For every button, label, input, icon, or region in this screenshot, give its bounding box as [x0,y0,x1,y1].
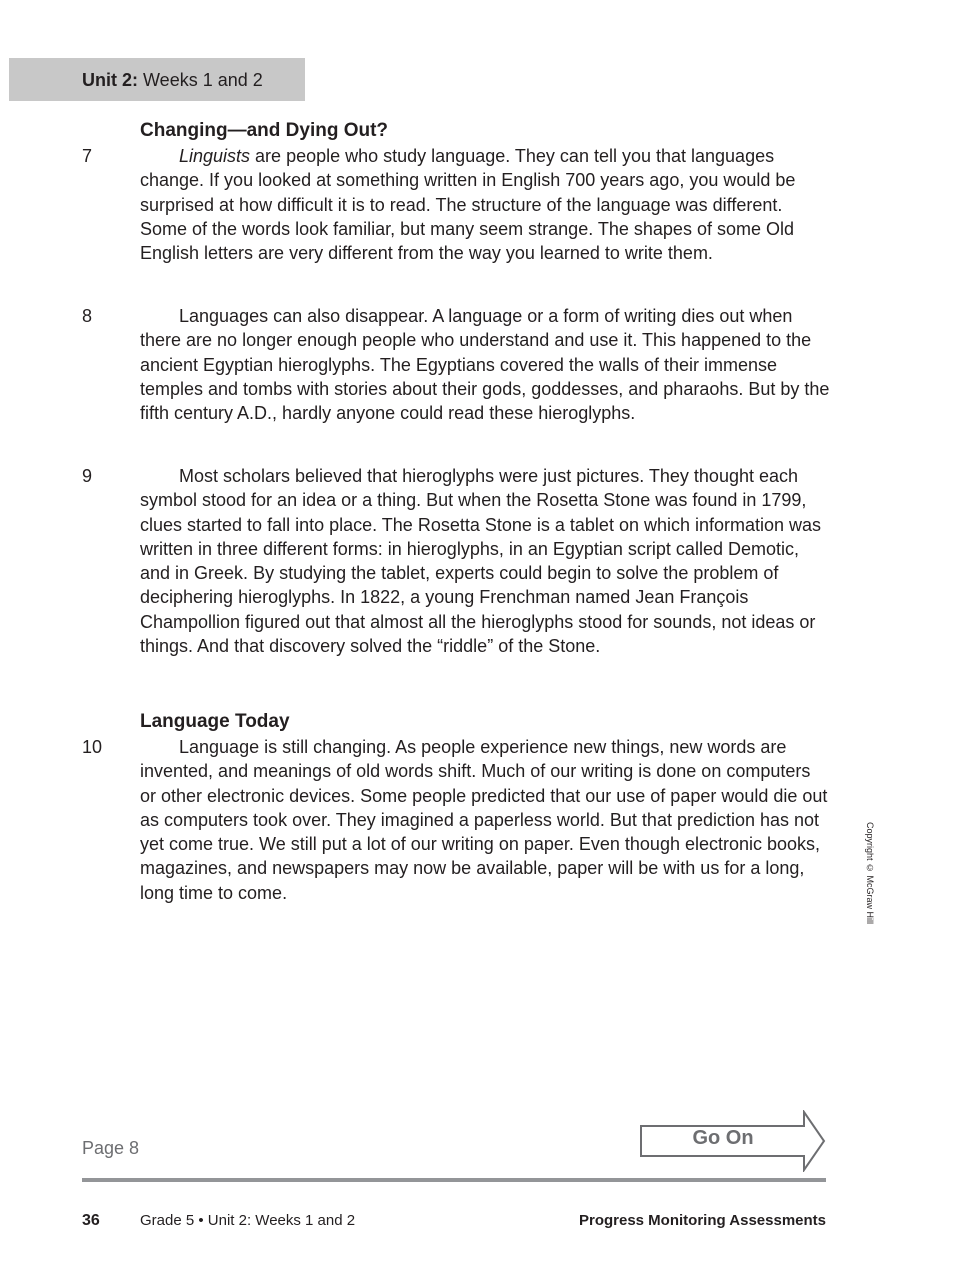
go-on-label: Go On [692,1127,754,1149]
footer-title: Progress Monitoring Assessments [578,1212,826,1229]
paragraph-number: 10 [82,737,103,757]
unit-weeks: Weeks 1 and 2 [143,70,263,90]
copyright-notice: Copyright © McGraw Hill [865,822,875,925]
paragraph-number: 8 [82,306,93,326]
paragraph-9: Most scholars believed that hieroglyphs were just pictures. They thought each symbol stood for an idea or a thing. But when the Rosetta Stone was found in 1799, clues started to fall into place. The Rosetta Stone is a tablet on which information was written in three different forms: in hieroglyphs, in an Egyptian script called Demotic, and in Greek. By studying the tablet, experts could begin to solve the problem of deciphering hieroglyphs. In 1822, a young Frenchman named Jean François Champollion figured out that almost all the hieroglyphs stood for sounds, not ideas or things. And that discovery solved the “riddle” of the Stone. [140,466,822,657]
footer-divider [82,1178,826,1182]
italic-term-linguists: Linguists [179,146,251,166]
section-heading-changing: Changing—and Dying Out? [140,120,389,141]
paragraph-number: 7 [82,146,93,166]
go-on-button[interactable] [640,1110,826,1172]
section-heading-language-today: Language Today [140,711,290,732]
paragraph-number: 9 [82,466,93,486]
unit-header-tab [9,58,305,101]
paragraph-7: Linguists are people who study language. They can tell you that languages change. If you looked at something written in English 700 years ago, you would be surprised at how difficult it is to read. The structure of the language was different. Some of the words look familiar, but many seem strange. The shapes of some Old English letters are very different from the way you learned to write them. [140,146,796,264]
page-label: Page 8 [82,1138,140,1158]
paragraph-10: Language is still changing. As people experience new things, new words are invented, and meanings of old words shift. Much of our writing is done on computers or other electronic devices. Some people predicted that our use of paper would die out as computers took over. They imagined a paperless world. But that prediction has not yet come true. We still put a lot of our writing on paper. Even though electronic books, magazines, and newspapers may now be available, paper will be with us for a long, long time to come. [140,737,828,903]
footer-page-number: 36 [82,1212,100,1229]
unit-label: Unit 2: [82,70,138,90]
footer-grade-info: Grade 5 • Unit 2: Weeks 1 and 2 [140,1212,356,1229]
paragraph-8: Languages can also disappear. A language or a form of writing dies out when there are no longer enough people who understand and use it. This happened to the ancient Egyptian hieroglyphs. The Egyptians covered the walls of their immense temples and tombs with stories about their gods, goddesses, and pharaohs. But by the fifth century A.D., hardly anyone could read these hieroglyphs. [140,306,830,424]
